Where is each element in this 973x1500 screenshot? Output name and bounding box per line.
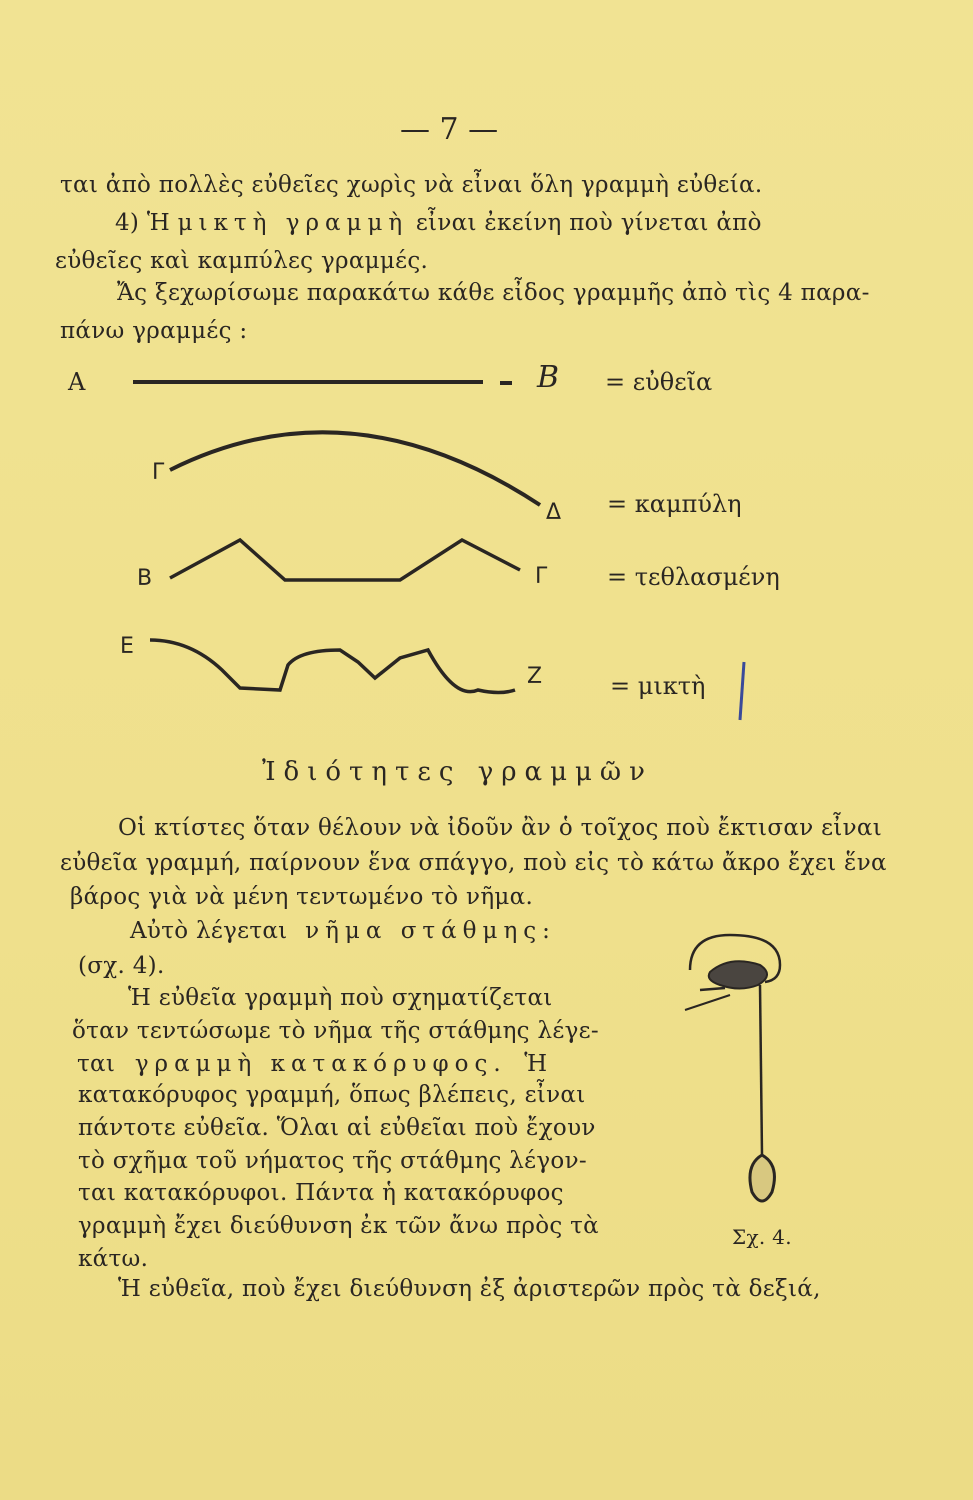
- definition-rest: εἶναι ἐκείνη ποὺ γίνεται ἀπὸ: [415, 210, 762, 236]
- text-fragment: Ἡ: [524, 1051, 548, 1077]
- mixed-label: = μικτὴ: [610, 672, 706, 700]
- text-line: κατακόρυφος γραμμή, ὅπως βλέπεις, εἶναι: [78, 1082, 586, 1108]
- section-title: Ἰδιότητες γραμμῶν: [262, 757, 653, 787]
- plumb-line-figure: [670, 930, 800, 1220]
- straight-label: = εὐθεῖα: [605, 368, 713, 396]
- text-line: πάντοτε εὐθεῖα. Ὅλαι αἱ εὐθεῖαι ποὺ ἔχουν: [78, 1115, 596, 1141]
- mixed-end-letter: Ζ: [527, 664, 543, 689]
- text-line: γραμμὴ ἔχει διεύθυνση ἐκ τῶν ἄνω πρὸς τὰ: [78, 1213, 599, 1239]
- definition-line: [77, 1051, 547, 1077]
- broken-end-letter: Γ: [535, 564, 548, 589]
- text-line: Ἡ εὐθεῖα, ποὺ ἔχει διεύθυνση ἐξ ἀριστερῶν πρὸς τὰ δεξιά,: [118, 1276, 821, 1302]
- curve-label: = καμπύλη: [607, 490, 742, 518]
- text-line: κάτω.: [78, 1246, 149, 1272]
- text-line: ὅταν τεντώσωμε τὸ νῆμα τῆς στάθμης λέγε-: [72, 1018, 599, 1044]
- text-line: ται ἀπὸ πολλὲς εὐθεῖες χωρὶς νὰ εἶναι ὅλη γραμμὴ εὐθεία.: [60, 172, 763, 198]
- text-line: εὐθεῖες καὶ καμπύλες γραμμές.: [55, 248, 429, 274]
- broken-start-letter: Β: [137, 566, 153, 591]
- definition-line: [130, 918, 556, 944]
- broken-label: = τεθλασμένη: [607, 563, 780, 591]
- curve-end-letter: Δ: [546, 500, 562, 525]
- text-line: ται κατακόρυφοι. Πάντα ἡ κατακόρυφος: [78, 1180, 564, 1206]
- ink-mark: [740, 662, 744, 720]
- mixed-line: [150, 640, 515, 693]
- mixed-start-letter: Ε: [120, 634, 134, 659]
- plumb-term: νῆμα στάθμης:: [305, 918, 556, 944]
- text-line: Οἱ κτίστες ὅταν θέλουν νὰ ἰδοῦν ἂν ὁ τοῖχος ποὺ ἔκτισαν εἶναι: [118, 815, 883, 841]
- definition-term: μικτὴ γραμμὴ: [177, 210, 409, 236]
- text-line: πάνω γραμμές :: [60, 318, 248, 344]
- text-line: εὐθεῖα γραμμή, παίρνουν ἕνα σπάγγο, ποὺ εἰς τὸ κάτω ἄκρο ἔχει ἕνα: [60, 850, 887, 876]
- plumb-prefix: Αὐτὸ λέγεται: [130, 918, 288, 944]
- text-line: τὸ σχῆμα τοῦ νήματος τῆς στάθμης λέγον-: [78, 1148, 587, 1174]
- text-line: Ἡ εὐθεῖα γραμμὴ ποὺ σχηματίζεται: [128, 985, 553, 1011]
- text-line: Ἄς ξεχωρίσωμε παρακάτω κάθε εἶδος γραμμῆς ἀπὸ τὶς 4 παρα-: [117, 280, 870, 306]
- straight-end-letter: Β: [537, 360, 560, 395]
- page-number: — 7 —: [400, 112, 499, 147]
- broken-line: [170, 540, 520, 580]
- figure-caption: Σχ. 4.: [732, 1225, 792, 1249]
- straight-start-letter: Α: [68, 368, 86, 396]
- definition-prefix: 4) Ἡ: [115, 210, 170, 236]
- text-fragment: ται: [77, 1051, 116, 1077]
- text-line: (σχ. 4).: [78, 953, 165, 979]
- vertical-line-term: γραμμὴ κατακόρυφος.: [134, 1051, 507, 1077]
- curved-line: [170, 432, 540, 505]
- text-line: βάρος γιὰ νὰ μένη τεντωμένο τὸ νῆμα.: [70, 884, 534, 910]
- curve-start-letter: Γ: [152, 460, 165, 485]
